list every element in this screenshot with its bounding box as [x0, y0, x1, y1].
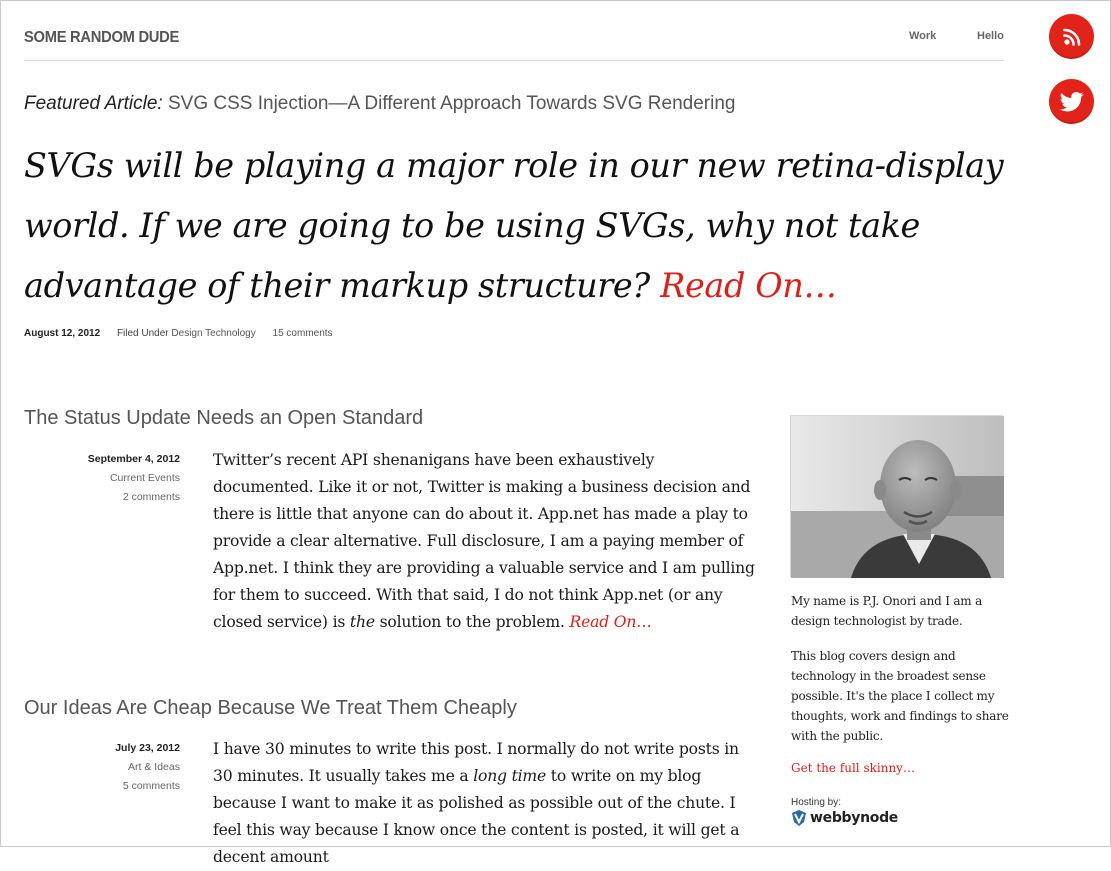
twitter-button[interactable] — [1049, 79, 1094, 124]
about-link[interactable]: Get the full skinny… — [791, 761, 915, 775]
featured-category-link[interactable]: Design Technology — [171, 328, 256, 339]
post-read-on-link[interactable]: Read On… — [569, 613, 652, 631]
post-excerpt-emphasis: long time — [473, 767, 547, 785]
post-category-link[interactable]: Current Events — [109, 472, 180, 484]
post-meta — [24, 450, 180, 507]
webbynode-icon — [791, 809, 807, 827]
host-name: webbynode — [810, 810, 898, 826]
post-category-link[interactable]: Art & Ideas — [128, 761, 180, 773]
featured-date: August 12, 2012 — [24, 328, 101, 339]
twitter-icon — [1060, 92, 1084, 112]
header-divider — [24, 60, 1004, 61]
post-title[interactable]: The Status Update Needs an Open Standard — [24, 407, 424, 429]
nav-work[interactable]: Work — [909, 30, 937, 42]
post-date: September 4, 2012 — [87, 453, 180, 465]
post-excerpt-emphasis: the — [349, 613, 375, 631]
featured-comments-link[interactable]: 15 comments — [272, 328, 333, 339]
nav-hello[interactable]: Hello — [977, 30, 1004, 42]
post-excerpt — [213, 736, 758, 871]
author-portrait-image — [791, 416, 1004, 578]
featured-meta — [24, 328, 333, 339]
webbynode-logo[interactable] — [791, 809, 898, 827]
featured-quote — [24, 136, 1014, 316]
post-meta — [24, 739, 180, 796]
filed-under-label: Filed Under — [116, 328, 169, 339]
featured-read-on-link[interactable]: Read On… — [660, 266, 837, 305]
post-excerpt-text: Twitter’s recent API shenanigans have been exhaustively documented. Like it or not, Twitter is making a business decision and there is little that anyone can do about it. App.net has made a play to provide a clear alternative. Full disclosure, I am a paying member of App.net. I think they are providing a valuable service and I am pulling for them to succeed. With that said, I do not think App.net (or any closed service) is — [213, 451, 755, 631]
post-excerpt — [213, 447, 758, 636]
featured-quote-text: SVGs will be playing a major role in our new retina-display world. If we are going to be using SVGs, why not take advantage of their markup structure? — [24, 146, 1004, 305]
author-bio: My name is P.J. Onori and I am a design technologist by trade. — [791, 594, 983, 628]
post-comments-link[interactable]: 5 comments — [122, 780, 180, 792]
post-comments-link[interactable]: 2 comments — [122, 491, 180, 503]
blog-description: This blog covers design and technology in the broadest sense possible. It's the place I collect my thoughts, work and findings to share with the public. — [791, 649, 1009, 743]
post-excerpt-text: I have 30 minutes to write this post. I normally do not write posts in 30 minutes. It usually takes me a — [213, 740, 739, 785]
featured-label: Featured Article: — [24, 93, 163, 114]
featured-article-line — [24, 93, 735, 115]
post-excerpt-text-end: solution to the problem. — [374, 613, 570, 631]
rss-icon — [1061, 26, 1083, 48]
hosting-label: Hosting by: — [791, 797, 842, 808]
author-photo — [790, 415, 1003, 577]
site-title[interactable]: SOME RANDOM DUDE — [24, 29, 180, 46]
post-title[interactable]: Our Ideas Are Cheap Because We Treat Them Cheaply — [24, 697, 517, 719]
rss-button[interactable] — [1049, 14, 1094, 59]
post-excerpt-text-end: to write on my blog because I want to make it as polished as possible out of the chute. I feel this way because I know once the content is posted, it will get a decent amount — [213, 767, 740, 866]
featured-article-link[interactable]: SVG CSS Injection—A Different Approach Towards SVG Rendering — [167, 93, 736, 114]
post-date: July 23, 2012 — [115, 742, 180, 754]
